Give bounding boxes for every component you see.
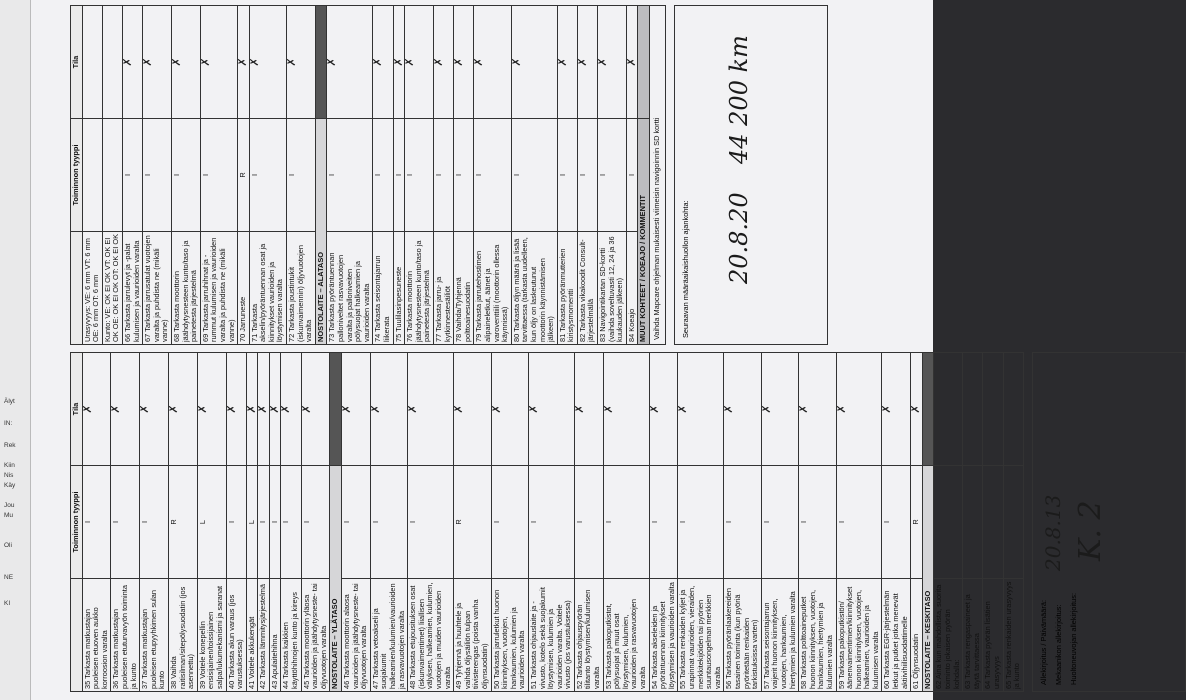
item-text: Kunto: VE: OK EI OK VT: OK EI OK OE: OK EI OK OT: OK EI OK bbox=[102, 232, 122, 345]
item-type: I bbox=[342, 466, 371, 579]
item-type: I bbox=[405, 119, 434, 232]
left-column bbox=[70, 352, 1108, 692]
table-row bbox=[799, 353, 836, 692]
item-text: 67 Tarkasta jarrusatulat vuotojen varalta ja puhdista ne (mikäli vanne) bbox=[143, 232, 172, 345]
table-row bbox=[301, 353, 330, 692]
table-row bbox=[577, 6, 597, 345]
left-rows bbox=[82, 353, 1023, 692]
table-row bbox=[911, 353, 923, 692]
item-status-mark: ✗ bbox=[491, 353, 528, 466]
header-item bbox=[71, 579, 83, 692]
table-row bbox=[393, 6, 405, 345]
item-status-mark: ✗ bbox=[249, 6, 286, 119]
item-text: 77 Tarkasta jarru- ja kytkinnestesäiliöt bbox=[433, 232, 453, 345]
item-type: I bbox=[454, 119, 474, 232]
table-row bbox=[171, 6, 200, 345]
item-text: 62 Aina kun mahdollista, suorita toiminto jokaisen pyörän kohdalla: bbox=[934, 579, 963, 692]
table-row bbox=[143, 6, 172, 345]
item-type bbox=[934, 466, 963, 579]
right-column bbox=[70, 5, 753, 345]
item-status-mark: ✗ bbox=[82, 353, 111, 466]
comment-text: Vaihda Mapcare ohjelman mukaisesti viimeisin navigoinnin SD kortti bbox=[650, 6, 666, 345]
item-status-mark: ✗ bbox=[171, 6, 200, 119]
item-text: 47 Tarkasta vetoakseli ja suojakumit halkeamien/kulumien/vaurioiden ja rasvavuotojen varalta bbox=[370, 579, 407, 692]
item-status-mark: ✗ bbox=[168, 353, 197, 466]
table-row bbox=[433, 6, 453, 345]
item-type: I bbox=[269, 466, 281, 579]
item-text: 43 Apulaitehihna bbox=[269, 579, 281, 692]
item-status-mark: ✗ bbox=[370, 353, 407, 466]
item-text: 41 Voitele akkukengät bbox=[246, 579, 258, 692]
strip-label: Älyt bbox=[4, 398, 15, 405]
item-text: 56 Tarkasta pyöränlaakereiden tasainen toiminta (kun pyöriä pyöritetään renkaiden tarkistuksissa varten) bbox=[724, 579, 761, 692]
table-row bbox=[111, 353, 140, 692]
item-text: 79 Tarkasta jarrutehostimen alipaineletkut, äänet ja varoventtiili (moottorin ollessa käynnissä) bbox=[474, 232, 511, 345]
item-status-mark: ✗ bbox=[408, 353, 454, 466]
table-row bbox=[882, 353, 911, 692]
section-title: NOSTOLAITE – KESKITASO bbox=[922, 466, 934, 692]
item-text: 53 Tarkasta pakoputkistot, pölysuojat ja muut osat löystymisen, kulumien, vaurioiden ja rasvavuotojen varalta bbox=[603, 579, 649, 692]
strip-label: Mu bbox=[4, 512, 14, 519]
item-text: 40 Tarkasta akun varaus (jos varustuksessa) bbox=[226, 579, 246, 692]
table-row bbox=[574, 353, 603, 692]
item-status-mark: ✗ bbox=[511, 6, 557, 119]
item-type bbox=[82, 119, 102, 232]
item-type: I bbox=[577, 119, 597, 232]
item-status-mark: ✗ bbox=[799, 353, 836, 466]
item-text: 76 Tarkasta moottorin jäähdytysnesteen kunto/taso ja painetesta järjestelmä bbox=[405, 232, 434, 345]
item-text: 55 Tarkasta renkaiden kyljet ja urapinnat vaurioiden, vieraiden, merkkitekijöiden tai pyörien suuntausongelman merkkien varalta bbox=[678, 579, 724, 692]
header-status: Tila bbox=[71, 353, 83, 466]
item-status-mark: ✗ bbox=[143, 6, 172, 119]
item-status-mark: ✗ bbox=[327, 6, 373, 119]
item-status-mark: ✗ bbox=[373, 6, 393, 119]
item-text: 42 Tarkasta lämmitysjärjestelmä bbox=[258, 579, 270, 692]
table-row bbox=[405, 6, 434, 345]
strip-label: Rek bbox=[4, 442, 16, 449]
item-status-mark: ✗ bbox=[200, 6, 237, 119]
item-type: I bbox=[491, 466, 528, 579]
item-text: 71 Tarkasta akselin/pyöräntuennan osat ja kiinnitykset vaurioiden ja löystymisen varalta bbox=[249, 232, 286, 345]
item-text: 50 Tarkasta jarruletkut huonon kiinnityksen, vuotojen, hankaumien, kulumien ja vaurioiden varalta bbox=[491, 579, 528, 692]
item-status-mark bbox=[102, 6, 122, 119]
table-row bbox=[122, 6, 142, 345]
item-type: I bbox=[287, 119, 316, 232]
item-type: I bbox=[122, 119, 142, 232]
strip-label: IN: bbox=[4, 420, 13, 427]
header-status: Tila bbox=[71, 6, 83, 119]
item-text: 52 Tarkasta ohjauspyörän tilitanto löystymisen/kulumisen varalta bbox=[574, 579, 603, 692]
table-row bbox=[102, 6, 122, 345]
item-type: I bbox=[226, 466, 246, 579]
item-text: 68 Tarkasta moottorin jäähdytysnesteen kunto/taso ja painetesta järjestelmä bbox=[171, 232, 200, 345]
section-status-fill bbox=[638, 6, 650, 119]
table-row bbox=[557, 6, 577, 345]
table-row bbox=[963, 353, 983, 692]
table-row bbox=[408, 353, 454, 692]
item-text: 46 Tarkasta moottorin alaosa vaurioiden ja jäähdytysneste- tai öljyvuotojen varalta bbox=[342, 579, 371, 692]
right-checklist-table bbox=[70, 5, 666, 345]
item-text: 83 Navigointikartan SD-kortti (vaihda soveltuvasti 12, 24 ja 36 kuukauden jälkeen) bbox=[598, 232, 627, 345]
item-type bbox=[102, 119, 122, 232]
item-text: 75 Tuulilasinpesuneste bbox=[393, 232, 405, 345]
item-type: I bbox=[393, 119, 405, 232]
item-type: I bbox=[678, 466, 724, 579]
table-row bbox=[373, 6, 393, 345]
header-type: Toiminnon tyyppi bbox=[71, 466, 83, 579]
section-title: NOSTOLAITE – ALATASO bbox=[315, 119, 327, 345]
item-status-mark: ✗ bbox=[197, 353, 226, 466]
table-row bbox=[281, 353, 301, 692]
rotated-form bbox=[30, 0, 1108, 700]
item-status-mark: ✗ bbox=[301, 353, 330, 466]
item-text: 66 Tarkasta jarrulevyt ja -palat kulumisen ja vaurioiden varalta bbox=[122, 232, 142, 345]
item-type: I bbox=[433, 119, 453, 232]
item-text: 51 Tarkasta ohjauslaite ja -vivusto, kotelo sekä suojakumit löystymisen, kulumien ja vaurioiden varalta. Voitele vivusto (jos varustuksessa) bbox=[528, 579, 574, 692]
item-text: 60 Tarkasta EGR-järjestelmän letkut ja putket jotka menevät aktiivihiilisuodattimelle bbox=[882, 579, 911, 692]
header-item bbox=[71, 232, 83, 345]
sign-label-a: Allekirjoitus / Päivämäärä: bbox=[1038, 599, 1048, 685]
item-status-mark: ✗ bbox=[678, 353, 724, 466]
strip-label: KI bbox=[4, 600, 11, 607]
item-type: I bbox=[626, 119, 638, 232]
section-header bbox=[922, 353, 934, 692]
item-type: I bbox=[200, 119, 237, 232]
item-type: I bbox=[649, 466, 678, 579]
table-row bbox=[983, 353, 1003, 692]
item-type: I bbox=[574, 466, 603, 579]
item-type: I bbox=[603, 466, 649, 579]
item-text: 65 Tarkasta renkaiden urasyvyys ja kunto bbox=[1003, 579, 1023, 692]
underlying-page-edge bbox=[0, 0, 31, 700]
item-status-mark: ✗ bbox=[574, 353, 603, 466]
item-status-mark: ✗ bbox=[528, 353, 574, 466]
item-status-mark bbox=[934, 353, 963, 466]
item-type: I bbox=[258, 466, 270, 579]
item-status-mark: ✗ bbox=[598, 6, 627, 119]
item-status-mark: ✗ bbox=[405, 6, 434, 119]
strip-label: NE bbox=[4, 574, 14, 581]
item-type: I bbox=[474, 119, 511, 232]
strip-label: Nis bbox=[4, 472, 14, 479]
item-status-mark: ✗ bbox=[122, 6, 142, 119]
item-status-mark: ✗ bbox=[140, 353, 169, 466]
item-text: 61 Öljynsuodatin bbox=[911, 579, 923, 692]
strip-label: Jou bbox=[4, 502, 15, 509]
item-text: 73 Tarkasta pyöräntuennan palloniveltet rasvavuotojen varalta ja palloniveiten pölysuojat halkeamien ja vaurioiden varalta bbox=[327, 232, 373, 345]
item-type: I bbox=[511, 119, 557, 232]
item-text: 63 Tarkasta rengaspaineet ja täytä tarvittaessa bbox=[963, 579, 983, 692]
table-header bbox=[71, 353, 83, 692]
next-service-box bbox=[674, 5, 828, 345]
item-status-mark: ✗ bbox=[238, 6, 250, 119]
item-text: 45 Tarkasta moottorin yläosa vauriolden ja jäähdytysneste- tai öljyvuotojen varalta bbox=[301, 579, 330, 692]
item-status-mark bbox=[963, 353, 983, 466]
item-type: I bbox=[327, 119, 373, 232]
strip-label: Käy bbox=[4, 482, 16, 489]
item-status-mark: ✗ bbox=[557, 6, 577, 119]
item-text: 54 Tarkasta akseleiden ja pyöräntuennan kiinnitykset löystymisen ja vaurioiden varalta bbox=[649, 579, 678, 692]
item-type: I bbox=[82, 466, 111, 579]
item-type: I bbox=[249, 119, 286, 232]
section-header bbox=[638, 6, 650, 345]
item-status-mark: ✗ bbox=[433, 6, 453, 119]
item-type: I bbox=[171, 119, 200, 232]
item-type: L bbox=[197, 466, 226, 579]
item-text: 49 Tyhjennä ja huuhtele ja vaihda öljysäiliön tulpan tiivisterengas (poista vanha öljynsuodatin) bbox=[454, 579, 491, 692]
table-row bbox=[246, 353, 258, 692]
table-row bbox=[197, 353, 226, 692]
section-header bbox=[330, 353, 342, 692]
item-text: 38 Vaihda raitisilman/sitepölysuodatin (jos asennettu) bbox=[168, 579, 197, 692]
next-service-label: Seuraavan määräaikaishuollon ajankohta: bbox=[680, 200, 690, 338]
item-type bbox=[983, 466, 1003, 579]
item-type bbox=[963, 466, 983, 579]
item-status-mark: ✗ bbox=[258, 353, 270, 466]
item-type bbox=[1003, 466, 1023, 579]
item-type: I bbox=[408, 466, 454, 579]
item-type: I bbox=[557, 119, 577, 232]
table-row bbox=[491, 353, 528, 692]
item-text: 57 Tarkasta seisontajarrun vaijerit huonon kiinnityksen, vuotojen, hankaumien, hiertymien ja kulumien varalta bbox=[761, 579, 798, 692]
sign-label-c: Huoltoneuvojan allekirjoitus: bbox=[1068, 592, 1078, 685]
table-row bbox=[168, 353, 197, 692]
section-header bbox=[315, 6, 327, 345]
strip-label: Kiin bbox=[4, 462, 15, 469]
item-type: I bbox=[528, 466, 574, 579]
table-row bbox=[258, 353, 270, 692]
table-row bbox=[649, 353, 678, 692]
item-status-mark: ✗ bbox=[454, 6, 474, 119]
table-row bbox=[140, 353, 169, 692]
table-row bbox=[528, 353, 574, 692]
item-status-mark: ✗ bbox=[246, 353, 258, 466]
table-row bbox=[511, 6, 557, 345]
item-text: 81 Tarkasta pyöränmutterien kiristysmomentti bbox=[557, 232, 577, 345]
right-rows bbox=[82, 6, 665, 345]
section-title: MUUT KOHTEET / KOEAJO / KOMMENTIT bbox=[638, 119, 650, 345]
item-type: R bbox=[911, 466, 923, 579]
table-row bbox=[761, 353, 798, 692]
item-type: R bbox=[168, 466, 197, 579]
item-type: I bbox=[836, 466, 882, 579]
item-type: R bbox=[238, 119, 250, 232]
item-status-mark: ✗ bbox=[724, 353, 761, 466]
item-type: I bbox=[370, 466, 407, 579]
item-status-mark: ✗ bbox=[761, 353, 798, 466]
item-status-mark: ✗ bbox=[226, 353, 246, 466]
table-row bbox=[598, 6, 627, 345]
left-checklist-table bbox=[70, 352, 1024, 692]
item-type: L bbox=[246, 466, 258, 579]
item-text: 82 Tarkasta vikakoodit Consult-järjestelmällä bbox=[577, 232, 597, 345]
item-status-mark: ✗ bbox=[111, 353, 140, 466]
table-row bbox=[454, 6, 474, 345]
table-row bbox=[238, 6, 250, 345]
item-text: 37 Tarkasta matkustajan puoleisen etupyyhkimen sulan kunto bbox=[140, 579, 169, 692]
item-status-mark bbox=[983, 353, 1003, 466]
item-type: I bbox=[598, 119, 627, 232]
item-text: 64 Tarkasta pyörän lisätien urasyvyys bbox=[983, 579, 1003, 692]
item-text: 74 Tarkasta seisontajarrun liikerata bbox=[373, 232, 393, 345]
item-status-mark: ✗ bbox=[836, 353, 882, 466]
table-row bbox=[1003, 353, 1023, 692]
item-type: I bbox=[799, 466, 836, 579]
item-type: I bbox=[281, 466, 301, 579]
item-text: 39 Voitele konepellin ensisijainen/toissijainen salpa/lukumekanismi ja saranat bbox=[197, 579, 226, 692]
item-type: I bbox=[140, 466, 169, 579]
item-type: I bbox=[761, 466, 798, 579]
table-row bbox=[82, 6, 102, 345]
item-text: 44 Tarkasta kaikkien käyttöhihnojen kunto ja kireys bbox=[281, 579, 301, 692]
table-row bbox=[626, 6, 638, 345]
item-text: Urasyvyys: VE: 6 mm VT: 6 mm OE: 6 mm OT: 6 mm bbox=[82, 232, 102, 345]
table-row bbox=[678, 353, 724, 692]
table-row bbox=[370, 353, 407, 692]
item-text: 35 Tarkasta matkustajan puoleisen etuoven aukko korroosion varalta bbox=[82, 579, 111, 692]
item-text: 70 Jarruneste bbox=[238, 232, 250, 345]
item-status-mark: ✗ bbox=[393, 6, 405, 119]
table-row bbox=[327, 6, 373, 345]
table-row bbox=[269, 353, 281, 692]
item-text: 69 Tarkasta jarruhihnat ja -rummut kulumisen ja vaurioiden varalta ja puhdista ne (mikäli vanne) bbox=[200, 232, 237, 345]
item-status-mark: ✗ bbox=[342, 353, 371, 466]
item-type: I bbox=[373, 119, 393, 232]
item-status-mark: ✗ bbox=[474, 6, 511, 119]
item-status-mark: ✗ bbox=[626, 6, 638, 119]
item-status-mark: ✗ bbox=[649, 353, 678, 466]
table-row bbox=[603, 353, 649, 692]
handwritten-signature: K. 2 bbox=[1072, 500, 1108, 561]
section-title: NOSTOLAITE – YLÄTASO bbox=[330, 466, 342, 692]
item-text: 59 Tarkasta pakoputkistön/äänenvaimentimien/kiinnitykset huonon kiinnityksen, vuotojen, halkeamien, vaurioiden ja kulumisen varalta bbox=[836, 579, 882, 692]
item-type: R bbox=[454, 466, 491, 579]
table-row bbox=[474, 6, 511, 345]
table-row bbox=[342, 353, 371, 692]
next-service-date: 20.8.20 bbox=[724, 192, 753, 284]
table-row bbox=[934, 353, 963, 692]
table-row bbox=[200, 6, 237, 345]
table-row bbox=[724, 353, 761, 692]
table-row bbox=[454, 353, 491, 692]
item-text: 48 Tarkasta etujousituksen osat (iskunvaimentimet) liiallisen välyksen, halkeamien, kulumien, vuotojen ja muiden vaurioiden varalta bbox=[408, 579, 454, 692]
item-status-mark: ✗ bbox=[603, 353, 649, 466]
item-type: I bbox=[143, 119, 172, 232]
table-row bbox=[82, 353, 111, 692]
table-row bbox=[226, 353, 246, 692]
item-type: I bbox=[111, 466, 140, 579]
item-type: I bbox=[882, 466, 911, 579]
table-header bbox=[71, 6, 83, 345]
item-status-mark bbox=[82, 6, 102, 119]
strip-label: Oli bbox=[4, 542, 12, 549]
item-text: 72 Tarkasta joustintukit (iskunvaimennin) öljyvuotojen varalta bbox=[287, 232, 316, 345]
item-text: 36 Tarkasta matkustajan puoleisen etuturvavyön toiminta ja kunto bbox=[111, 579, 140, 692]
item-text: 84 Koeajo bbox=[626, 232, 638, 345]
item-status-mark bbox=[1003, 353, 1023, 466]
table-row bbox=[287, 6, 316, 345]
left-signature-box bbox=[1032, 352, 1186, 692]
header-type: Toiminnon tyyppi bbox=[71, 119, 83, 232]
item-status-mark: ✗ bbox=[269, 353, 281, 466]
section-status-fill bbox=[922, 353, 934, 466]
item-status-mark: ✗ bbox=[287, 6, 316, 119]
item-text: 58 Tarkasta polttoaineputket huonon kiinnityksen, vuotojen, hankaumien, hiertymien ja kulumien varalta bbox=[799, 579, 836, 692]
item-status-mark: ✗ bbox=[911, 353, 923, 466]
sign-label-b: Mekaanikon allekirjoitus: bbox=[1053, 604, 1063, 685]
item-type: I bbox=[724, 466, 761, 579]
item-status-mark: ✗ bbox=[577, 6, 597, 119]
table-row bbox=[249, 6, 286, 345]
item-type: I bbox=[301, 466, 330, 579]
comment-row bbox=[650, 6, 666, 345]
table-row bbox=[836, 353, 882, 692]
item-status-mark: ✗ bbox=[281, 353, 301, 466]
next-service-km: 44 200 km bbox=[724, 35, 753, 164]
item-status-mark: ✗ bbox=[454, 353, 491, 466]
item-status-mark: ✗ bbox=[882, 353, 911, 466]
item-text: 78 Vaihda/Tyhjennä polttoainesuodatin bbox=[454, 232, 474, 345]
handwritten-date: 20.8.13 bbox=[1040, 494, 1065, 571]
item-text: 80 Tarkasta öljyn määrä ja lisää tarvittaessa (tarkasta uudelleen, kun öljy on laskeutunut moottorin käynnistämisen jälkeen) bbox=[511, 232, 557, 345]
